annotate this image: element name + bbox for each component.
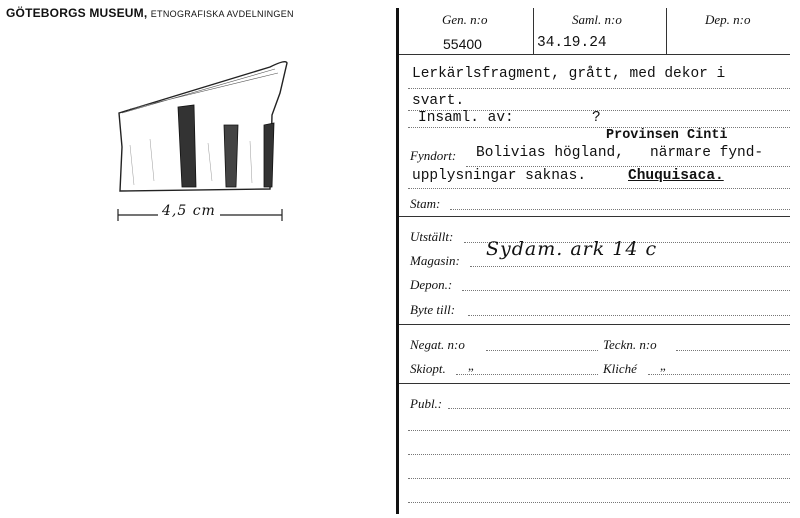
insaml-label: Insaml. av:: [418, 110, 514, 126]
section-rule: [399, 383, 790, 384]
museum-name: GÖTEBORGS MUSEUM,: [6, 6, 148, 20]
utstallt-label: Utställt:: [410, 229, 454, 244]
skiopt-ditto: „: [468, 358, 474, 373]
dotted-line: [648, 374, 790, 375]
saml-no-value: 34.19.24: [537, 35, 607, 51]
dotted-line: [456, 374, 598, 375]
dotted-line: [468, 315, 790, 316]
dotted-line: [486, 350, 598, 351]
byte-label: Byte till:: [410, 302, 456, 317]
fyndort-line-2: upplysningar saknas.: [412, 168, 587, 184]
gen-no-label: Gen. n:o: [442, 12, 488, 27]
fyndort-region: Chuquisaca.: [628, 168, 724, 184]
dep-no-label: Dep. n:o: [705, 12, 751, 27]
dotted-line: [408, 127, 790, 128]
dotted-line: [408, 88, 790, 89]
fyndort-label: Fyndort:: [410, 148, 457, 163]
fyndort-line-1-end: närmare fynd-: [650, 145, 764, 161]
section-rule: [399, 324, 790, 325]
kliche-ditto: „: [660, 358, 666, 373]
section-rule: [399, 216, 790, 217]
card-divider: [396, 8, 399, 514]
dotted-line: [466, 166, 790, 167]
dotted-line: [450, 209, 790, 210]
skiopt-label: Skiopt.: [410, 361, 446, 376]
teckn-label: Teckn. n:o: [603, 337, 657, 352]
measure-label: 4,5 cm: [158, 203, 220, 219]
negat-label: Negat. n:o: [410, 337, 465, 352]
fyndort-province: Provinsen Cinti: [606, 128, 728, 143]
magasin-value: Sydam. ark 14 c: [486, 238, 658, 260]
department-name: ETNOGRAFISKA AVDELNINGEN: [150, 9, 294, 19]
magasin-label: Magasin:: [410, 253, 460, 268]
dotted-line: [676, 350, 790, 351]
dotted-line: [408, 188, 790, 189]
publ-label: Publ.:: [410, 396, 443, 411]
description-line-1: Lerkärlsfragment, grått, med dekor i: [412, 66, 726, 82]
dotted-line: [448, 408, 790, 409]
insaml-value: ?: [592, 110, 601, 126]
fragment-sketch: [110, 55, 295, 225]
dotted-line: [408, 430, 790, 431]
header-rule: [399, 54, 790, 55]
description-line-2: svart.: [412, 93, 465, 109]
saml-no-label: Saml. n:o: [572, 12, 622, 27]
museum-header: [6, 6, 294, 20]
dotted-line: [408, 454, 790, 455]
dotted-line: [408, 478, 790, 479]
dotted-line: [462, 290, 790, 291]
depon-label: Depon.:: [410, 277, 453, 292]
fyndort-line-1: Bolivias högland,: [476, 145, 624, 161]
column-separator: [666, 8, 667, 54]
dotted-line: [470, 266, 790, 267]
gen-no-value: 55400: [443, 36, 482, 52]
dotted-line: [408, 502, 790, 503]
kliche-label: Kliché: [603, 361, 637, 376]
stam-label: Stam:: [410, 196, 441, 211]
column-separator: [533, 8, 534, 54]
